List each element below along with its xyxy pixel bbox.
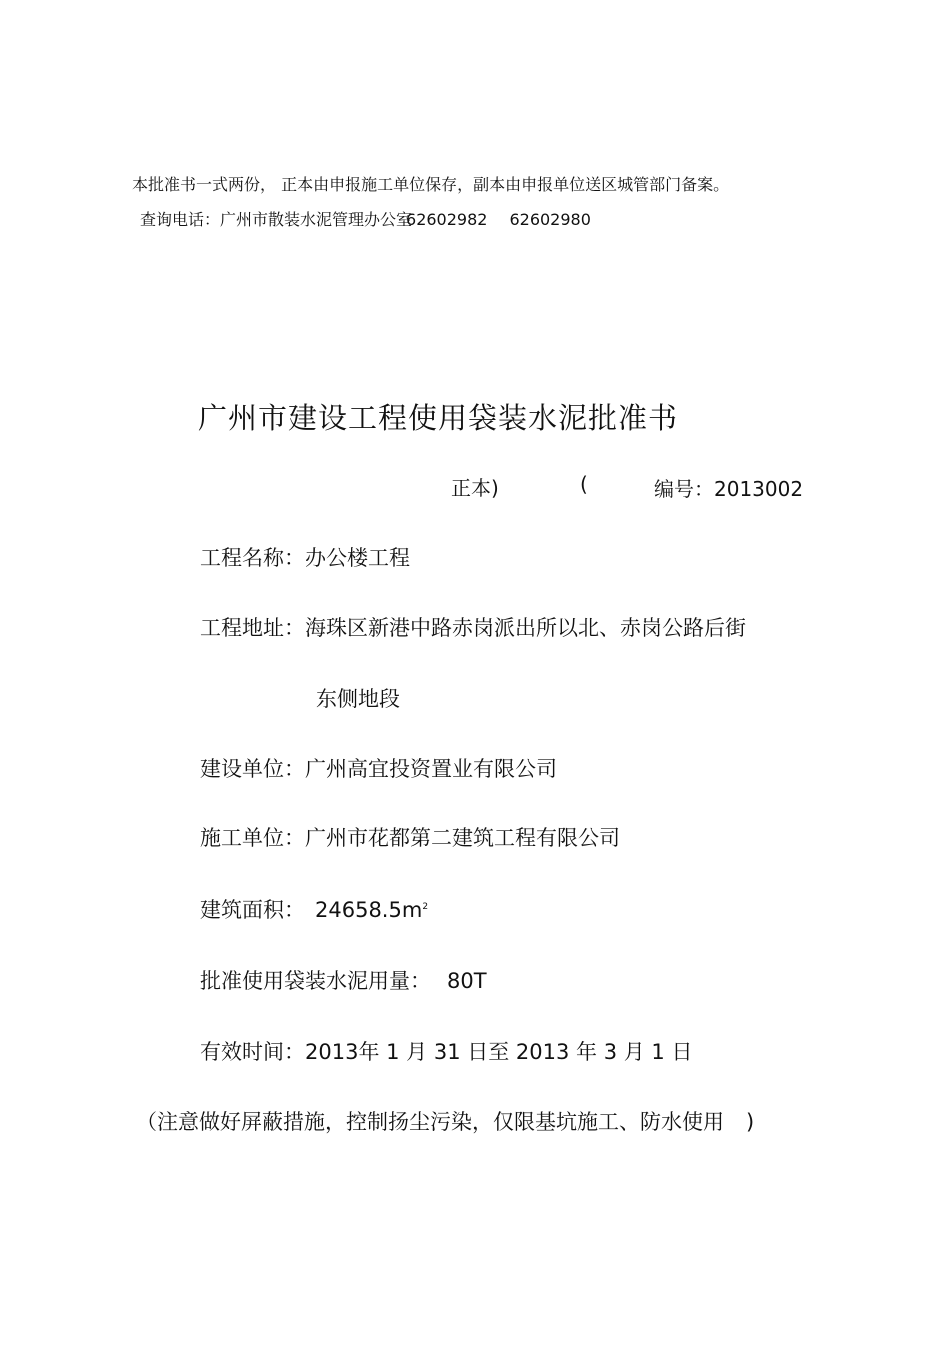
cement-value: 80T	[447, 969, 487, 993]
project-address-line1: 海珠区新港中路赤岗派出所以北、赤岗公路后街	[305, 616, 746, 640]
document-number	[654, 473, 803, 502]
number-label: 编号：	[654, 477, 714, 501]
open-paren: (	[580, 472, 588, 496]
remark-text: （注意做好屏蔽措施，控制扬尘污染，仅限基坑施工、防水使用	[136, 1110, 724, 1134]
project-name-value: 办公楼工程	[305, 546, 410, 570]
project-address-line2: 东侧地段	[316, 687, 400, 711]
document-title: 广州市建设工程使用袋装水泥批准书	[198, 401, 679, 435]
header-note-line2	[140, 207, 591, 230]
copy-type: 正本)	[451, 476, 499, 500]
valid-period-row	[200, 1036, 692, 1066]
developer-value: 广州高宜投资置业有限公司	[305, 757, 557, 781]
contractor-value: 广州市花都第二建筑工程有限公司	[305, 826, 620, 850]
area-unit-superscript: 2	[422, 902, 429, 912]
number-value: 2013002	[714, 477, 804, 501]
area-label: 建筑面积：	[200, 898, 305, 922]
developer-label: 建设单位：	[200, 757, 305, 781]
area-value: 24658.5	[315, 898, 402, 922]
project-name-row	[200, 542, 410, 572]
project-address-row	[200, 612, 746, 642]
contractor-row	[200, 822, 620, 852]
valid-period-value: 2013年 1 月 31 日至 2013 年 3 月 1 日	[305, 1040, 693, 1064]
project-address-label: 工程地址：	[200, 616, 305, 640]
remark-row	[136, 1106, 754, 1136]
header-note-line1: 本批准书一式两份， 正本由申报施工单位保存，副本由申报单位送区城管部门备案。	[132, 175, 730, 194]
project-name-label: 工程名称：	[200, 546, 305, 570]
query-phone-label: 查询电话：广州市散装水泥管理办公室	[140, 210, 413, 229]
contractor-label: 施工单位：	[200, 826, 305, 850]
valid-period-label: 有效时间：	[200, 1040, 305, 1064]
phone-number-1: 62602982	[406, 210, 488, 229]
phone-number-2: 62602980	[509, 210, 591, 229]
area-row	[200, 894, 428, 924]
developer-row	[200, 753, 557, 783]
area-unit: m	[401, 898, 423, 922]
cement-row	[200, 965, 487, 995]
remark-close-paren: )	[746, 1110, 755, 1134]
cement-label: 批准使用袋装水泥用量：	[200, 969, 431, 993]
